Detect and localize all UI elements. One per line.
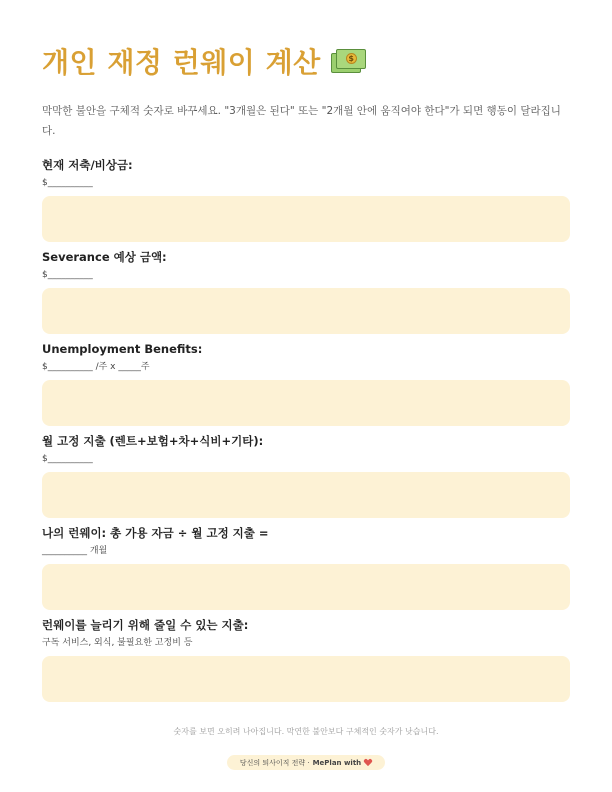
- field-label: 나의 런웨이: 총 가용 자금 ÷ 월 고정 지출 =: [42, 526, 269, 540]
- field-savings: [42, 157, 570, 242]
- runway-input-box[interactable]: [42, 564, 570, 610]
- badge-text: 당신의 퇴사이직 전략 ·: [239, 758, 310, 767]
- field-hint: $__________: [42, 454, 93, 464]
- severance-input-box[interactable]: [42, 288, 570, 334]
- field-severance: [42, 249, 570, 334]
- field-unemployment: [42, 341, 570, 426]
- field-hint: $__________ /주 x _____주: [42, 362, 150, 372]
- title-row: [42, 40, 367, 82]
- field-hint: $__________: [42, 270, 93, 280]
- page-title: 개인 재정 런웨이 계산: [42, 46, 321, 79]
- unemployment-input-box[interactable]: [42, 380, 570, 426]
- intro-text: 막막한 불안을 구체적 숫자로 바꾸세요. "3개월은 된다" 또는 "2개월 안에 움직여야 한다"가 되면 행동이 달라집니다.: [42, 105, 561, 137]
- field-label: 월 고정 지출 (렌트+보험+차+식비+기타):: [42, 434, 264, 448]
- field-hint: 구독 서비스, 외식, 불필요한 고정비 등: [42, 638, 193, 648]
- field-monthly-expense: [42, 433, 570, 518]
- money-bills-icon: $: [331, 48, 367, 74]
- heart-icon: [364, 759, 372, 767]
- field-hint: $__________: [42, 178, 93, 188]
- savings-input-box[interactable]: [42, 196, 570, 242]
- field-cut-expenses: [42, 617, 570, 702]
- field-label: 현재 저축/비상금:: [42, 158, 133, 172]
- field-label: Unemployment Benefits:: [42, 342, 203, 356]
- footer-note: 숫자를 보면 오히려 나아집니다. 막연한 불안보다 구체적인 숫자가 낫습니다.: [173, 727, 439, 736]
- brand-badge: [227, 755, 385, 770]
- field-label: 런웨이를 늘리기 위해 줄일 수 있는 지출:: [42, 618, 249, 632]
- badge-brand: MePlan with: [312, 758, 362, 767]
- field-label: Severance 예상 금액:: [42, 250, 167, 264]
- monthly-expense-input-box[interactable]: [42, 472, 570, 518]
- cut-expenses-input-box[interactable]: [42, 656, 570, 702]
- field-hint: __________ 개월: [42, 546, 108, 556]
- field-runway: [42, 525, 570, 610]
